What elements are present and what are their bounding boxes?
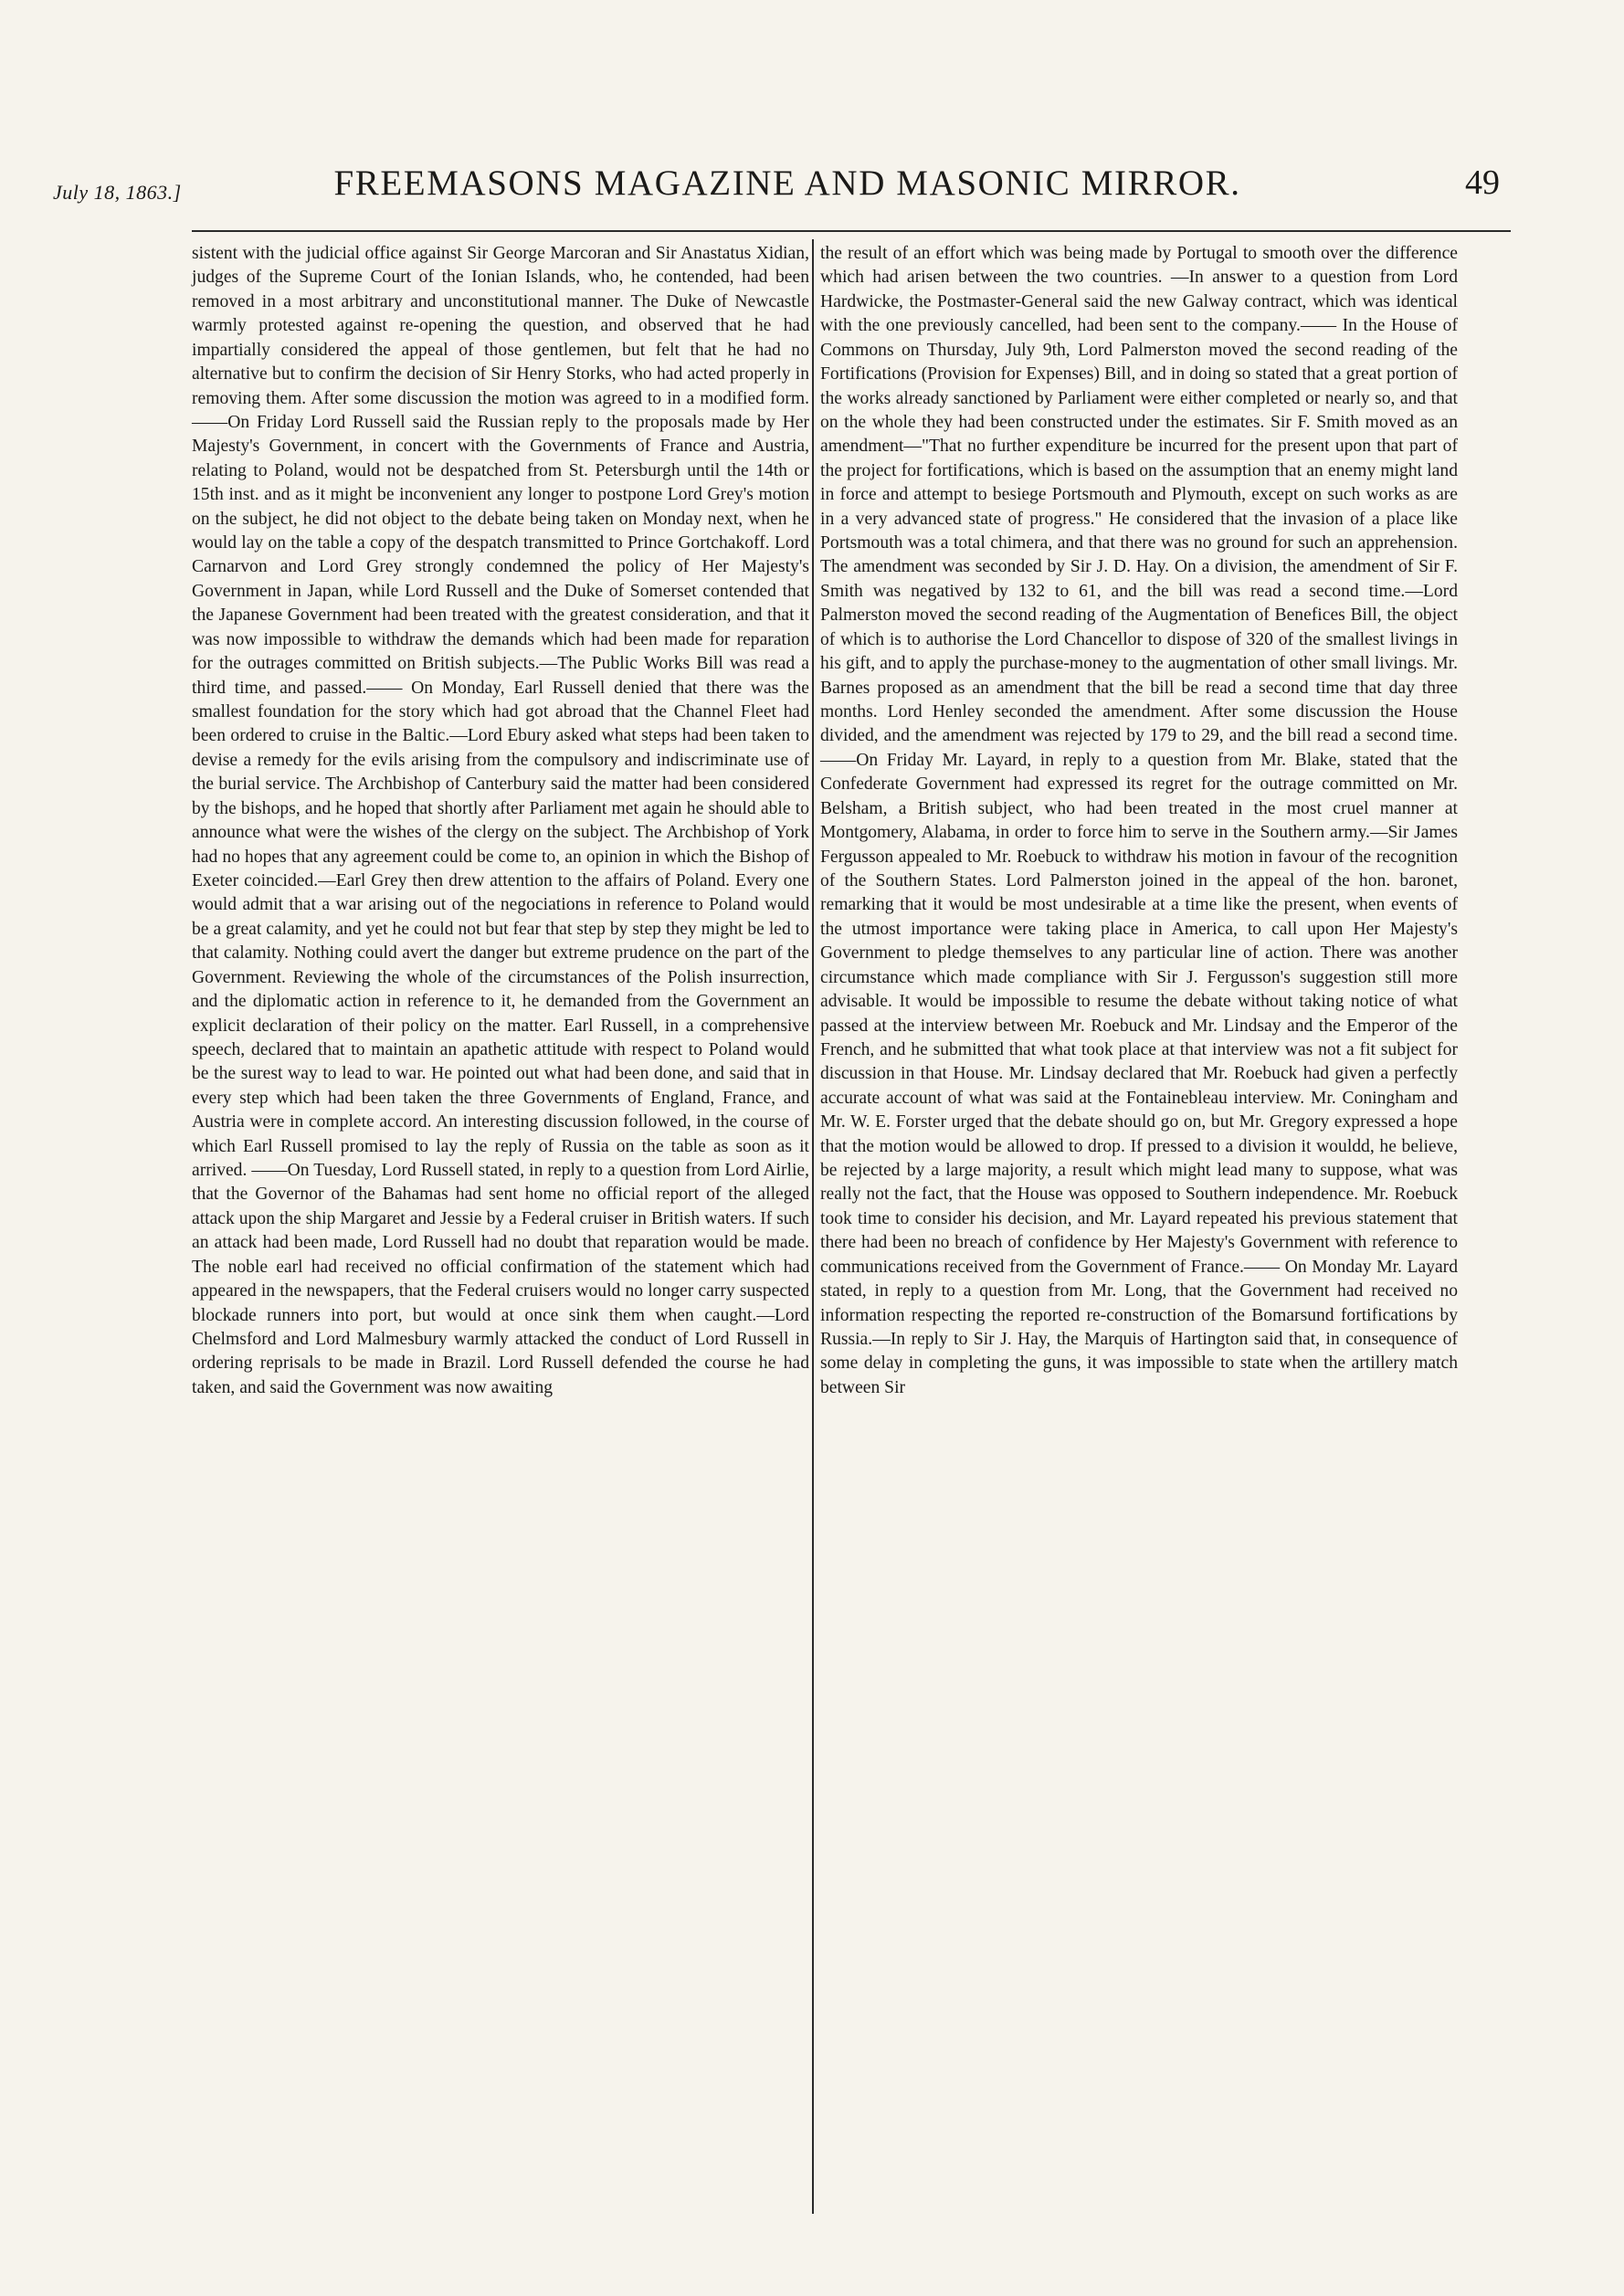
left-column-text: sistent with the judicial office against Sir George Marcoran and Sir Anastatus Xidian, judges of the Supreme Court of the Ionian Islands, who, he contended, had been removed in a most arbitrary and unconstitutional manner. The Duke of Newcastle warmly protested against re-opening the question, and observed that he had impartially considered the appeal of those gentlemen, but felt that he had no alternative but to confirm the decision of Sir Henry Storks, who had acted properly in removing them. After some discussion the motion was agreed to in a modified form.——On Friday Lord Russell said the Russian reply to the proposals made by Her Majesty's Government, in concert with the Governments of France and Austria, relating to Poland, would not be despatched from St. Petersburgh until the 14th or 15th inst. and as it might be inconvenient any longer to postpone Lord Grey's motion on the subject, he did not object to the debate being taken on Monday next, when he would lay on the table a copy of the despatch transmitted to Prince Gortchakoff. Lord Carnarvon and Lord Grey strongly condemned the policy of Her Majesty's Government in Japan, while Lord Russell and the Duke of Somerset contended that the Japanese Government had been treated with the greatest consideration, and that it was now impossible to withdraw the demands which had been made for reparation for the outrages committed on British subjects.—The Public Works Bill was read a third time, and passed.—— On Monday, Earl Russell denied that there was the smallest foundation for the story which had got abroad that the Channel Fleet had been ordered to cruise in the Baltic.—Lord Ebury asked what steps had been taken to devise a remedy for the evils arising from the compulsory and indiscriminate use of the burial service. The Archbishop of Canterbury said the matter had been considered by the bishops, and he hoped that shortly after Parliament met again he should able to announce what were the wishes of the clergy on the subject. The Archbishop of York had no hopes that any agreement could be come to, an opinion in which the Bishop of Exeter coincided.—Earl Grey then drew attention to the affairs of Poland. Every one would admit that a war arising out of the negociations in reference to Poland would be a great calamity, and yet he could not but fear that step by step they might be led to that calamity. Nothing could avert the danger but extreme prudence on the part of the Government. Reviewing the whole of the circumstances of the Polish insurrection, and the diplomatic action in reference to it, he demanded from the Government an explicit declaration of their policy on the matter. Earl Russell, in a comprehensive speech, declared that to maintain an apathetic attitude with respect to Poland would be the surest way to lead to war. He pointed out what had been done, and said that in every step which had been taken the three Governments of England, France, and Austria were in complete accord. An interesting discussion followed, in the course of which Earl Russell promised to lay the reply of Russia on the table as soon as it arrived. ——On Tuesday, Lord Russell stated, in reply to a question from Lord Airlie, that the Governor of the Bahamas had sent home no official report of the alleged attack upon the ship Margaret and Jessie by a Federal cruiser in British waters. If such an attack had been made, Lord Russell had no doubt that reparation would be made. The noble earl had received no official confirmation of the statement which had appeared in the newspapers, that the Federal cruisers would no longer carry suspected blockade runners into port, but would at once sink them when caught.—Lord Chelmsford and Lord Malmesbury warmly attacked the conduct of Lord Russell in ordering reprisals to be made in Brazil. Lord Russell defended the course he had taken, and said the Government was now awaiting xyxy=(192,244,809,1397)
page-header xyxy=(47,161,1500,216)
left-column xyxy=(192,242,809,1400)
right-column-text: the result of an effort which was being made by Portugal to smooth over the difference which had arisen between the two countries. —In answer to a question from Lord Hardwicke, the Postmaster-General said the new Galway contract, which was identical with the one previously cancelled, had been sent to the company.—— In the House of Commons on Thursday, July 9th, Lord Palmerston moved the second reading of the Fortifications (Provision for Expenses) Bill, and in doing so stated that a great portion of the works already sanctioned by Parliament were either completed or nearly so, and that on the whole they had been constructed under the estimates. Sir F. Smith moved as an amendment—"That no further expenditure be incurred for the present upon that part of the project for fortifications, which is based on the assumption that an enemy might land in force and attempt to besiege Portsmouth and Plymouth, except on such works as are in a very advanced state of progress." He considered that the invasion of a place like Portsmouth was a total chimera, and that there was no ground for such an apprehension. The amendment was seconded by Sir J. D. Hay. On a division, the amendment of Sir F. Smith was negatived by 132 to 61, and the bill was read a second time.—Lord Palmerston moved the second reading of the Augmentation of Benefices Bill, the object of which is to authorise the Lord Chancellor to dispose of 320 of the smallest livings in his gift, and to apply the purchase-money to the augmentation of other small livings. Mr. Barnes proposed as an amendment that the bill be read a second time that day three months. Lord Henley seconded the amendment. After some discussion the House divided, and the amendment was rejected by 179 to 29, and the bill read a second time.——On Friday Mr. Layard, in reply to a question from Mr. Blake, stated that the Confederate Government had expressed its regret for the outrage committed on Mr. Belsham, a British subject, who had been treated in the most cruel manner at Montgomery, Alabama, in order to force him to serve in the Southern army.—Sir James Fergusson appealed to Mr. Roebuck to withdraw his motion in favour of the recognition of the Southern States. Lord Palmerston joined in the appeal of the hon. baronet, remarking that it would be most undesirable at a time like the present, when events of the utmost importance were taking place in America, to call upon Her Majesty's Government to pledge themselves to any particular line of action. There was another circumstance which made compliance with Sir J. Fergusson's suggestion still more advisable. It would be impossible to resume the debate without taking notice of what passed at the interview between Mr. Roebuck and Mr. Lindsay and the Emperor of the French, and he submitted that what took place at that interview was not a fit subject for discussion in that House. Mr. Lindsay declared that Mr. Roebuck had given a perfectly accurate account of what was said at the Fontainebleau interview. Mr. Coningham and Mr. W. E. Forster urged that the debate should go on, but Mr. Gregory expressed a hope that the motion would be allowed to drop. If pressed to a division it wouldd, he believe, be rejected by a large majority, a result which might lead many to suppose, what was really not the fact, that the House was opposed to Southern independence. Mr. Roebuck took time to consider his decision, and Mr. Layard repeated his previous statement that there had been no breach of confidence by Her Majesty's Government with reference to communications received from the Government of France.—— On Monday Mr. Layard stated, in reply to a question from Mr. Long, that the Government had received no information respecting the reported re-construction of the Bomarsund fortifications by Russia.—In reply to Sir J. Hay, the Marquis of Hartington said that, in consequence of some delay in completing the guns, it was impossible to state when the artillery match between Sir xyxy=(820,244,1458,1397)
page-number: 49 xyxy=(1465,163,1500,202)
right-column xyxy=(820,242,1458,1400)
masthead-title: FREEMASONS MAGAZINE AND MASONIC MIRROR. xyxy=(333,163,1241,203)
issue-date: July 18, 1863.] xyxy=(53,181,182,204)
header-rule xyxy=(192,230,1511,232)
column-divider xyxy=(812,239,814,2214)
